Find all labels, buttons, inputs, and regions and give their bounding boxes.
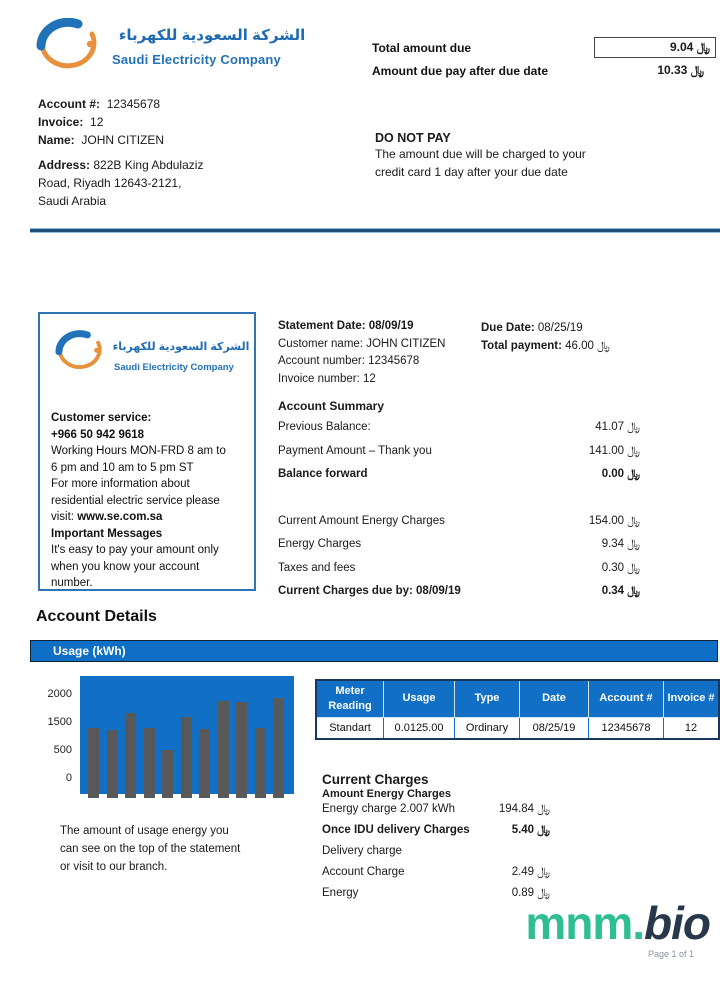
usage-note [60,822,240,876]
summary-label: Current Amount Energy Charges [278,514,445,527]
summary-label: Balance forward [278,468,368,480]
usage-bar [162,750,173,798]
usage-bar [125,713,136,798]
usage-bar [273,698,284,798]
address-label: Address: [38,158,91,172]
address-line-1 [38,156,203,174]
summary-label: Current Charges due by: 08/09/19 [278,585,461,597]
total-amount-due-value: 9.04 ﷼ [594,37,716,58]
charge-value: 0.89 ﷼ [511,887,550,899]
y-tick: 500 [53,744,72,756]
account-number-line [38,95,203,113]
due-block [481,320,610,355]
usage-bar [236,702,247,798]
charge-label: Energy [322,887,359,899]
usage-bar [218,701,229,798]
due-date-line [481,320,610,338]
summary-label: Energy Charges [278,538,362,550]
do-not-pay-line-2: credit card 1 day after your due date [375,165,568,179]
account-summary-title: Account Summary [278,399,385,413]
statement-block [278,318,445,388]
brand-mnm: mnm. [525,897,645,949]
usage-bar [144,728,155,798]
service-line: when you know your account [51,560,200,573]
address-line-3: Saudi Arabia [38,194,107,208]
col-type: Type [455,680,520,717]
invoice-number-value: 12 [363,372,376,385]
note-line-3: or visit to our branch. [60,861,168,873]
service-line: visit: www.se.com.sa [51,511,163,523]
company-logo [32,18,110,90]
do-not-pay-block [375,131,586,181]
usage-table-header-row [316,680,719,717]
account-number-label-2: Account number: [278,355,365,367]
charge-row [322,866,550,887]
amount-after-due-label: Amount due pay after due date [372,64,549,78]
charge-value: 5.40 ﷼ [511,824,550,836]
summary-row [278,445,640,469]
usage-bar [199,729,210,798]
due-date-label: Due Date: [481,322,535,334]
account-summary-rows [278,421,640,609]
company-name-english: Saudi Electricity Company [112,52,281,67]
customer-name-line [278,336,445,354]
address-value-1: 822B King Abdulaziz [93,158,204,172]
name-label: Name: [38,133,75,147]
logo-swoosh-icon [32,18,110,90]
do-not-pay-title: DO NOT PAY [375,131,451,145]
company-name-arabic: الشركة السعودية للكهرباء [118,27,306,44]
y-tick: 1500 [47,716,72,728]
col-date: Date [520,680,589,717]
summary-row [278,421,640,445]
account-number-value: 12345678 [106,97,161,111]
charge-label: Energy charge 2.007 kWh [322,803,455,815]
summary-row [278,538,640,562]
summary-row [278,562,640,586]
invoice-number-line [278,371,445,389]
usage-table [315,679,720,740]
charge-label: Once IDU delivery Charges [322,824,470,836]
customer-service-text [51,410,226,592]
summary-value: 0.34 ﷼ [601,585,640,597]
current-charges-title: Current Charges [322,772,429,787]
total-payment-line [481,338,610,356]
usage-table-wrap [315,679,720,740]
cell-usage: 0.0125.00 [384,717,455,739]
section-divider [30,228,720,233]
note-line-2: can see on the top of the statement [60,843,241,855]
summary-label: Payment Amount – Thank you [278,444,432,457]
service-line: Important Messages [51,527,163,540]
service-box-name-arabic: الشركة السعودية للكهرباء [112,341,250,353]
statement-date-label: Statement Date: [278,320,366,332]
cell-meter-reading: Standart [316,717,384,739]
col-usage: Usage [384,680,455,717]
col-account: Account # [589,680,664,717]
account-details-title: Account Details [36,608,157,625]
account-number-label: Account #: [38,97,101,111]
summary-row [278,585,640,609]
invoice-label: Invoice: [38,115,84,129]
cell-account: 12345678 [589,717,664,739]
invoice-number-label: Invoice number: [278,372,360,385]
service-line: residential electric service please [51,494,220,507]
invoice-value: 12 [90,115,104,129]
customer-service-box [38,312,256,591]
current-charges-block [322,772,550,908]
name-line [38,131,203,149]
note-line-1: The amount of usage energy you [60,825,229,837]
usage-chart-y-axis [42,680,72,792]
usage-bar [88,728,99,798]
total-payment-label: Total payment: [481,339,562,352]
usage-bar [107,730,118,798]
service-line: It's easy to pay your amount only [51,544,219,556]
summary-label: Taxes and fees [278,561,356,574]
service-line: Working Hours MON-FRD 8 am to [51,445,226,457]
brand-logo [525,897,710,949]
logo-swoosh-icon [52,330,112,386]
y-tick: 0 [65,772,72,784]
service-line: For more information about [51,478,190,490]
customer-name-label: Customer name: [278,337,364,350]
statement-date-value: 08/09/19 [368,320,414,332]
current-charges-subtitle: Amount Energy Charges [322,788,451,800]
charge-value: 194.84 ﷼ [498,803,550,815]
col-meter-reading: Meter Reading [316,680,384,717]
summary-row [278,468,640,492]
usage-bar [181,717,192,798]
cell-type: Ordinary [455,717,520,739]
usage-bar [255,728,266,798]
service-box-name-english: Saudi Electricity Company [114,362,234,373]
service-box-logo [52,330,112,386]
summary-value: 141.00 ﷼ [588,444,640,457]
amount-after-due-value: 10.33 ﷼ [657,63,704,77]
service-line: 6 pm and 10 am to 5 pm ST [51,461,194,474]
summary-value: 41.07 ﷼ [595,421,640,433]
brand-bio: bio [644,897,710,949]
customer-name-value: JOHN CITIZEN [366,337,446,350]
usage-chart-bars [80,672,294,798]
usage-band: Usage (kWh) [30,640,718,662]
service-line: number. [51,577,93,589]
summary-value: 9.34 ﷼ [601,538,640,550]
account-number-line-2 [278,353,445,371]
invoice-line [38,113,203,131]
service-line: +966 50 942 9618 [51,428,145,441]
charge-row [322,824,550,845]
cell-invoice: 12 [664,717,720,739]
due-date-value: 08/25/19 [537,322,583,334]
name-value: JOHN CITIZEN [81,133,165,147]
summary-label: Previous Balance: [278,421,371,433]
summary-value: 154.00 ﷼ [588,514,640,527]
charge-row [322,887,550,908]
col-invoice: Invoice # [664,680,720,717]
cell-date: 08/25/19 [520,717,589,739]
charge-value: 2.49 ﷼ [511,866,550,878]
charge-label: Account Charge [322,866,405,878]
usage-table-data-row [316,717,719,739]
total-payment-value: 46.00 ﷼ [565,339,610,352]
statement-date-line [278,318,445,336]
address-line-2: Road, Riyadh 12643-2121, [38,176,182,190]
page-number: Page 1 of 1 [648,949,695,959]
charge-label: Delivery charge [322,845,402,857]
summary-value: 0.30 ﷼ [601,561,640,574]
summary-value: 0.00 ﷼ [601,468,640,480]
summary-row [278,515,640,539]
total-amount-due-label: Total amount due [372,41,472,55]
charge-row [322,845,550,866]
y-tick: 2000 [47,688,72,700]
charge-row [322,803,550,824]
do-not-pay-line-1: The amount due will be charged to your [375,147,586,161]
account-info-block [38,95,203,210]
account-number-value-2: 12345678 [368,355,420,367]
service-line: Customer service: [51,412,152,424]
